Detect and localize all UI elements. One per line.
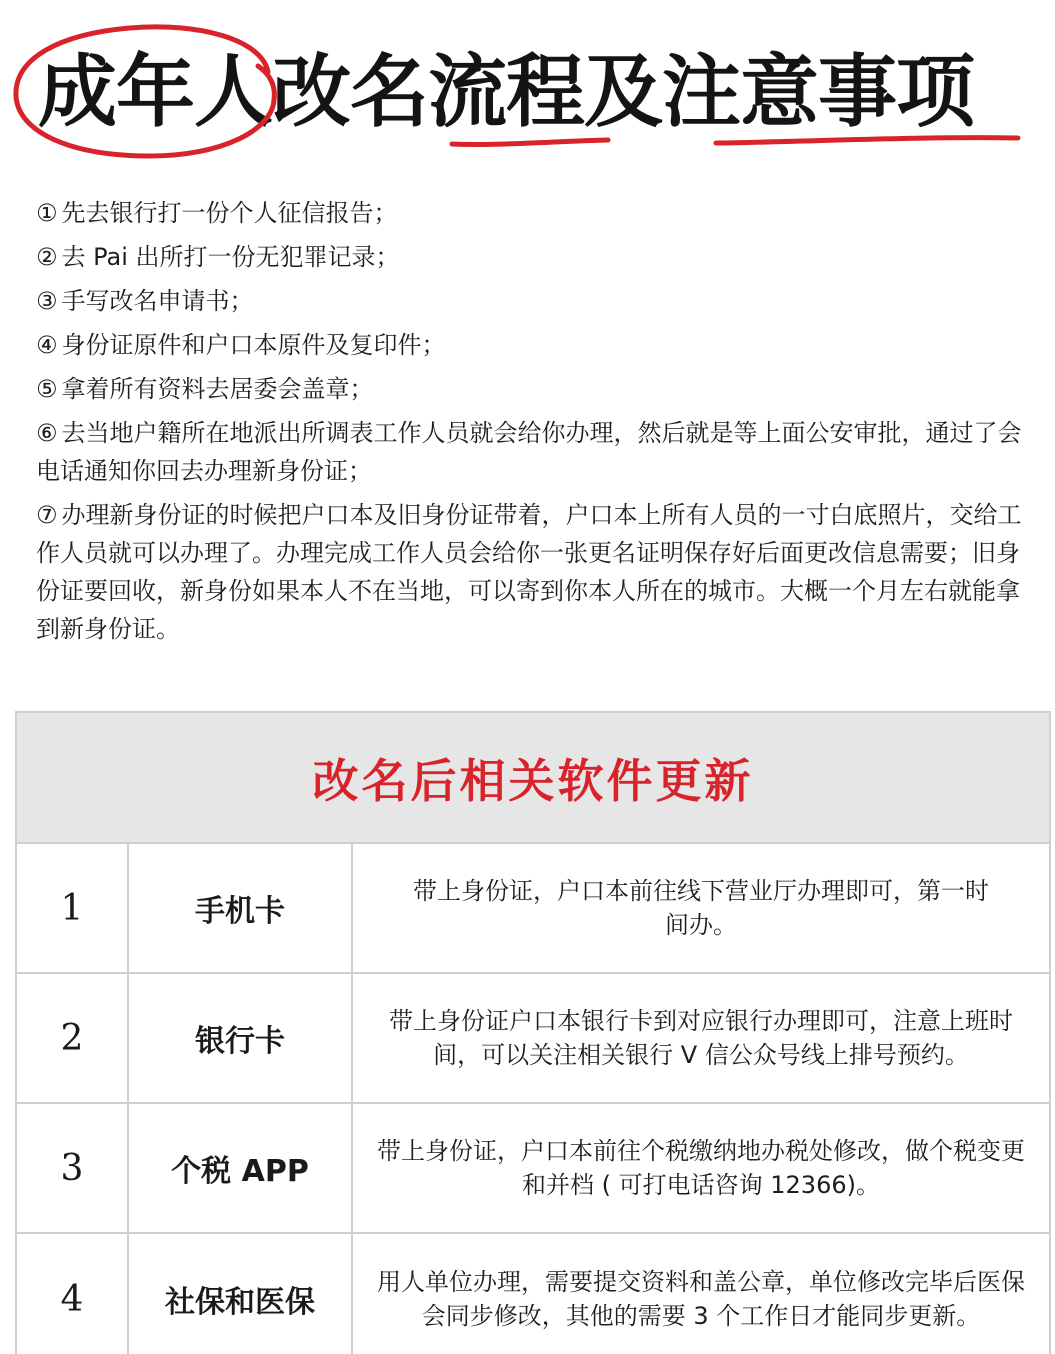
row-item-name: 个税 APP (129, 1104, 353, 1232)
step-item (36, 326, 1040, 364)
step-number: ① (36, 199, 58, 227)
red-underline-left (452, 140, 608, 144)
row-item-name: 社保和医保 (129, 1234, 353, 1354)
row-number: 2 (17, 974, 129, 1102)
row-item-name: 银行卡 (129, 974, 353, 1102)
step-item (36, 496, 1040, 648)
step-number: ⑥ (36, 419, 58, 447)
step-item (36, 194, 1040, 232)
table-row (17, 1234, 1049, 1354)
row-item-name: 手机卡 (129, 844, 353, 972)
step-text: 去 Pai 出所打一份无犯罪记录； (61, 243, 400, 271)
table-row (17, 844, 1049, 974)
step-text: 手写改名申请书； (61, 287, 254, 315)
step-item (36, 238, 1040, 276)
table-title: 改名后相关软件更新 (312, 753, 754, 808)
table-row (17, 1104, 1049, 1234)
step-number: ⑤ (36, 375, 58, 403)
step-text: 办理新身份证的时候把户口本及旧身份证带着，户口本上所有人员的一寸白底照片，交给工作人员就可以办理了。办理完成工作人员会给你一张更名证明保存好后面更改信息需要；旧身份证要回收，新身份如果本人不在当地，可以寄到你本人所在的城市。大概一个月左右就能拿到新身份证。 (36, 501, 1022, 643)
step-number: ③ (36, 287, 58, 315)
row-description: 带上身份证，户口本前往个税缴纳地办税处修改，做个税变更和并档 ( 可打电话咨询 12366)。 (377, 1137, 1025, 1199)
step-text: 去当地户籍所在地派出所调表工作人员就会给你办理，然后就是等上面公安审批，通过了会电话通知你回去办理新身份证； (36, 419, 1022, 485)
row-description: 带上身份证户口本银行卡到对应银行办理即可，注意上班时间，可以关注相关银行 V 信公众号线上排号预约。 (389, 1007, 1013, 1069)
steps-list (36, 194, 1040, 654)
row-number: 1 (17, 844, 129, 972)
step-number: ④ (36, 331, 58, 359)
row-number: 4 (17, 1234, 129, 1354)
step-item (36, 370, 1040, 408)
step-text: 先去银行打一份个人征信报告； (61, 199, 398, 227)
row-description: 带上身份证，户口本前往线下营业厅办理即可，第一时间办。 (413, 877, 989, 939)
step-text: 拿着所有资料去居委会盖章； (61, 375, 374, 403)
step-number: ⑦ (36, 501, 58, 529)
row-number: 3 (17, 1104, 129, 1232)
software-update-table (15, 711, 1051, 1354)
page-title: 成年人改名流程及注意事项 (38, 46, 974, 138)
step-item (36, 282, 1040, 320)
row-description: 用人单位办理，需要提交资料和盖公章，单位修改完毕后医保会同步修改，其他的需要 3 个工作日才能同步更新。 (377, 1268, 1025, 1330)
title-area (0, 0, 1055, 175)
step-item (36, 414, 1040, 490)
table-header (17, 713, 1049, 844)
table-row (17, 974, 1049, 1104)
step-number: ② (36, 243, 58, 271)
step-text: 身份证原件和户口本原件及复印件； (61, 331, 446, 359)
